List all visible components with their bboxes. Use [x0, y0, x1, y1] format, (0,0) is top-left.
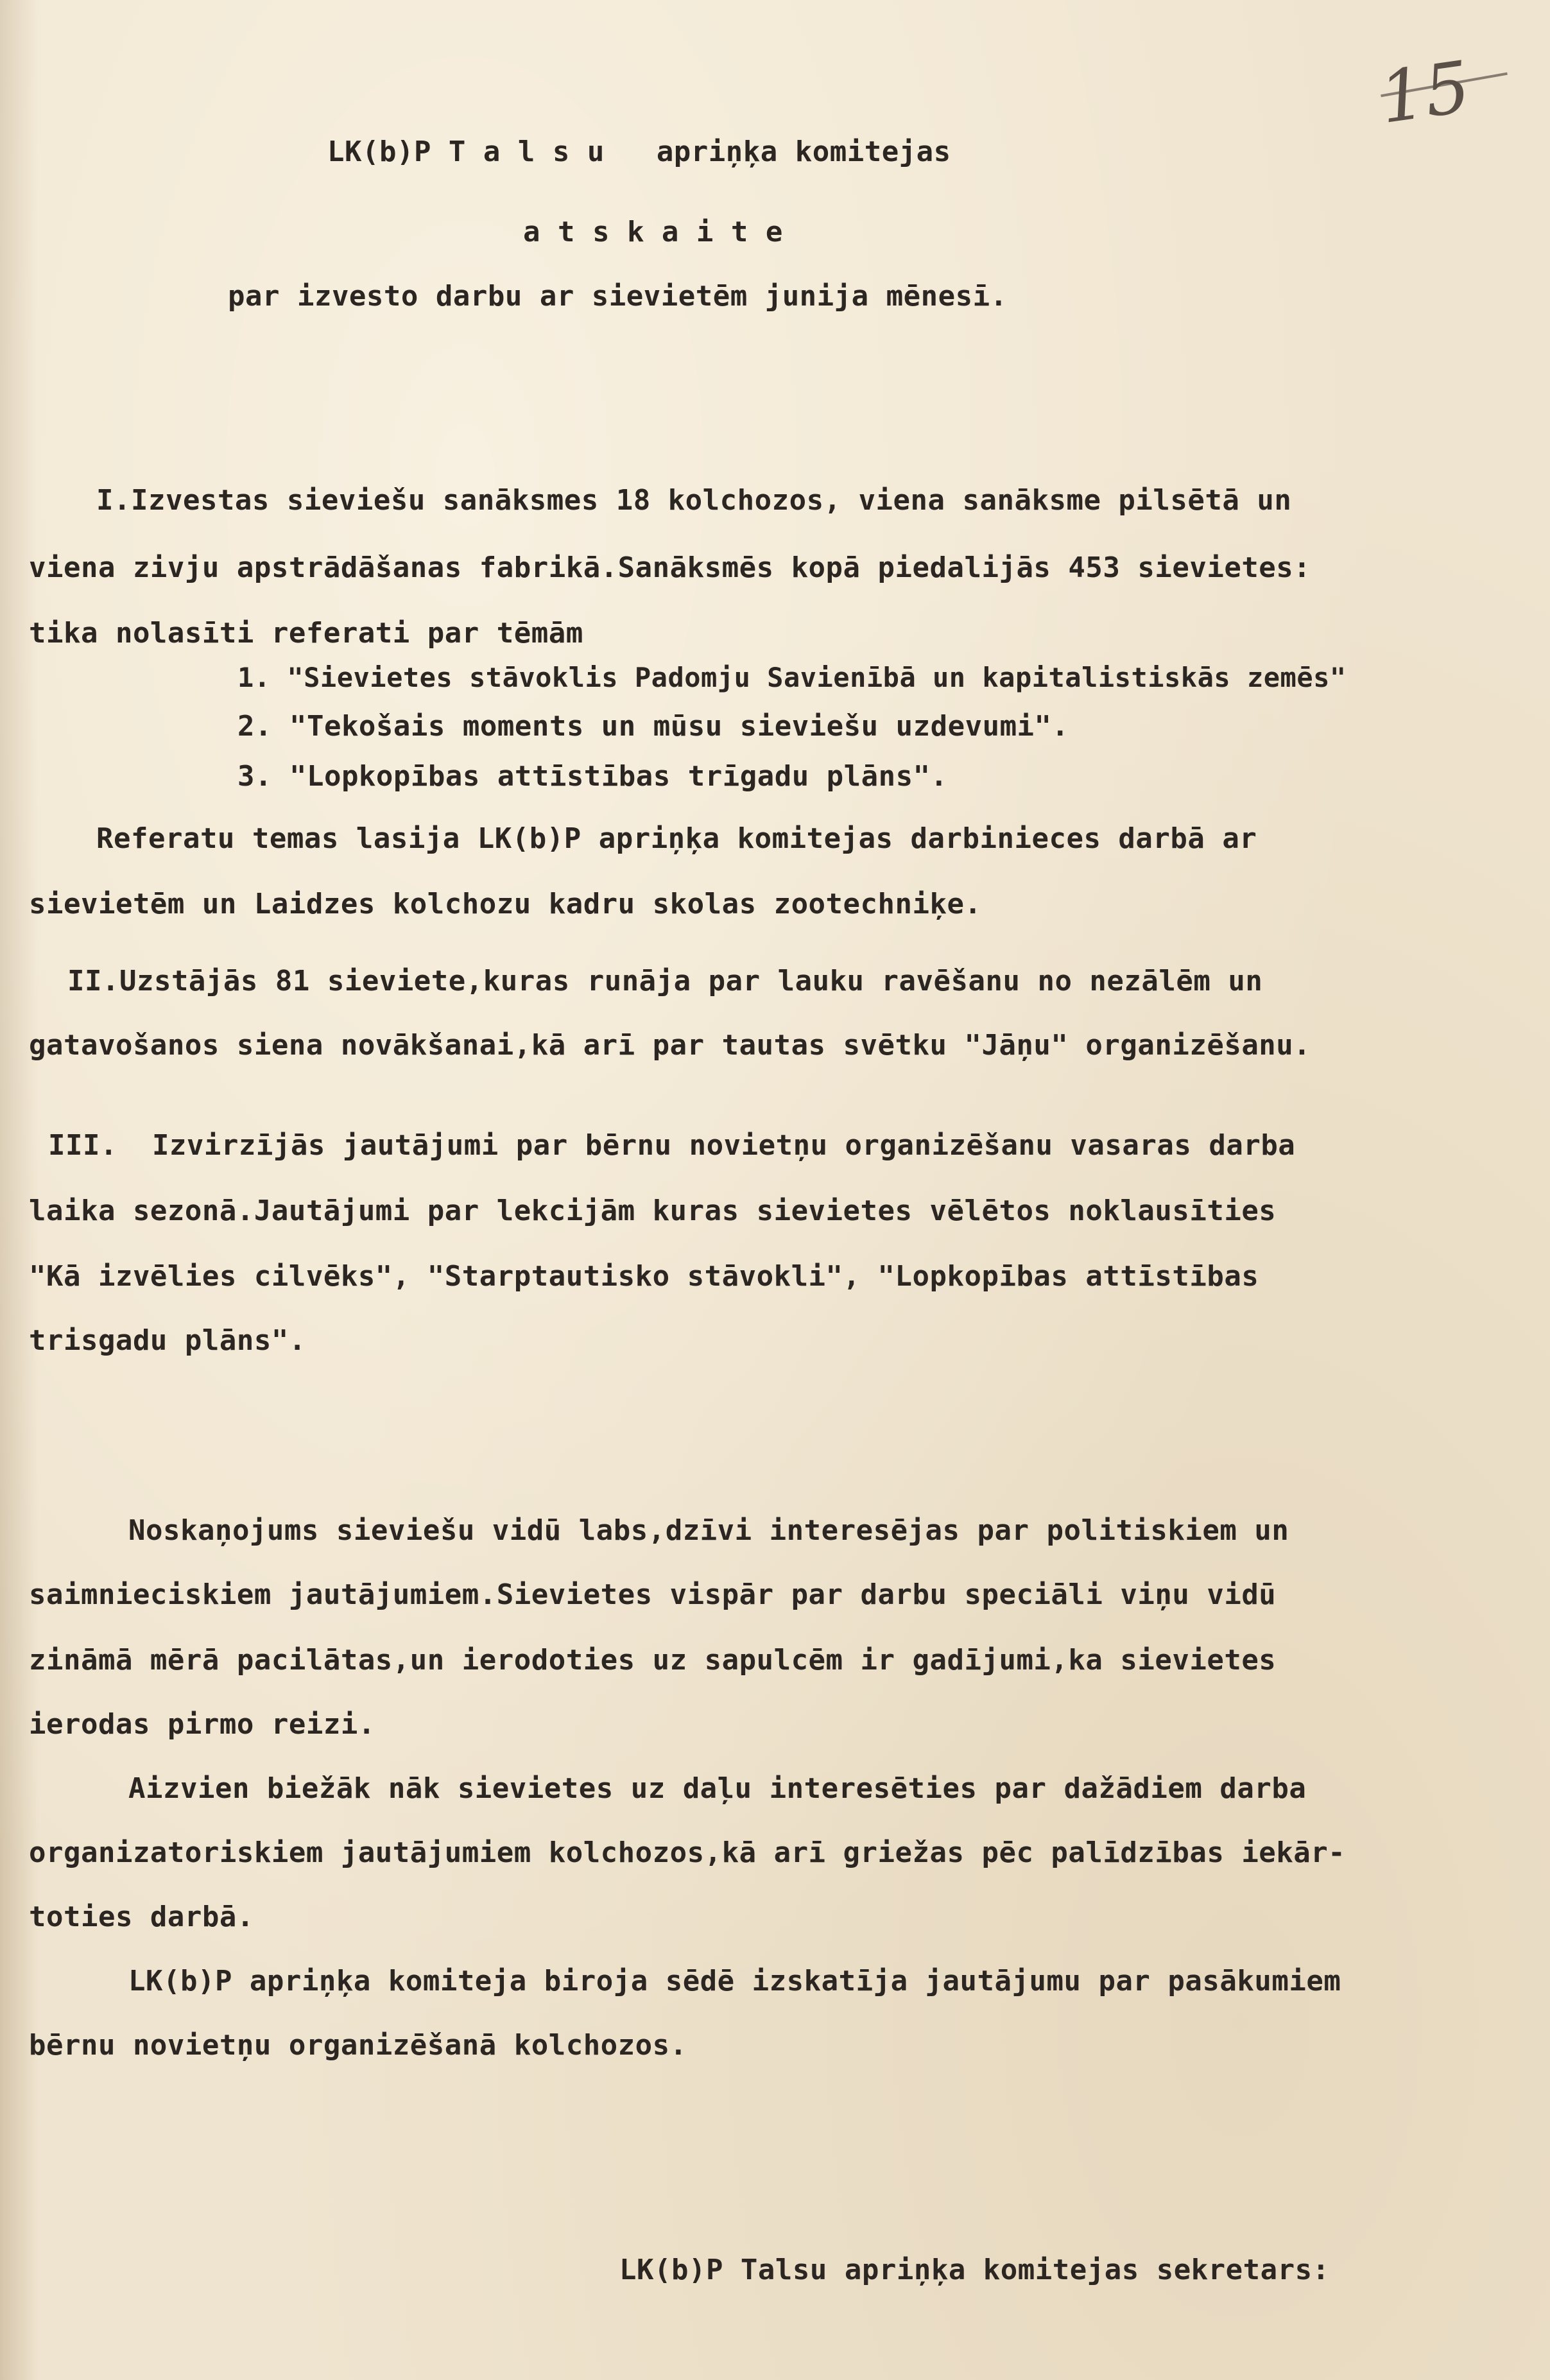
section-2-line-2: gatavošanos siena novākšanai,kā arī par tautas svētku "Jāņu" organizēšanu. [29, 1029, 1311, 1062]
signature-line: LK(b)P Talsu apriņķa komitejas sekretars: [619, 2254, 1330, 2286]
topic-3: 3. "Lopkopības attīstības trīgadu plāns". [237, 760, 948, 793]
topic-1: 1. "Sievietes stāvoklis Padomju Savienībā un kapitalistiskās zemēs" [237, 662, 1347, 693]
section-1-line-1: I.Izvestas sieviešu sanāksmes 18 kolchozos, viena sanāksme pilsētā un [96, 484, 1292, 517]
mood-p1-line-4: ierodas pirmo reizi. [29, 1708, 375, 1741]
mood-p1-line-1: Noskaņojums sieviešu vidū labs,dzīvi interesējas par politiskiem un [128, 1514, 1289, 1547]
mood-p3-line-1: LK(b)P apriņķa komiteja biroja sēdē izskatīja jautājumu par pasākumiem [128, 1965, 1341, 1997]
topic-2: 2. "Tekošais moments un mūsu sieviešu uzdevumi". [237, 710, 1069, 743]
mood-p1-line-3: zināmā mērā pacilātas,un ierodoties uz sapulcēm ir gadījumi,ka sievietes [29, 1644, 1277, 1677]
section-3-line-3: "Kā izvēlies cilvēks", "Starptautisko stāvokli", "Lopkopības attīstības [29, 1260, 1259, 1293]
section-3-line-4: trisgadu plāns". [29, 1324, 306, 1357]
folio-number: 15 [1374, 45, 1476, 140]
section-1-line-2: viena zivju apstrādāšanas fabrikā.Sanāksmēs kopā piedalijās 453 sievietes: [29, 551, 1311, 584]
header-line-1: LK(b)P T a l s u apriņķa komitejas [327, 135, 951, 168]
section-3-line-1: III. Izvirzījās jautājumi par bērnu novietņu organizēšanu vasaras darba [48, 1129, 1296, 1162]
section-1-line-3: tika nolasīti referati par tēmām [29, 617, 583, 650]
mood-p1-line-2: saimnieciskiem jautājumiem.Sievietes vispār par darbu speciāli viņu vidū [29, 1578, 1277, 1611]
mood-p2-line-3: toties darbā. [29, 1901, 254, 1933]
mood-p2-line-1: Aizvien biežāk nāk sievietes uz daļu interesēties par dažādiem darba [128, 1772, 1307, 1805]
header-title: a t s k a i t e [523, 216, 783, 248]
section-2-line-1: II.Uzstājās 81 sieviete,kuras runāja par lauku ravēšanu no nezālēm un [67, 965, 1263, 997]
section-1-after-1: Referatu temas lasija LK(b)P apriņķa komitejas darbinieces darbā ar [96, 822, 1257, 855]
mood-p2-line-2: organizatoriskiem jautājumiem kolchozos,kā arī griežas pēc palīdzības iekār- [29, 1836, 1346, 1869]
section-3-line-2: laika sezonā.Jautājumi par lekcijām kuras sievietes vēlētos noklausīties [29, 1194, 1277, 1227]
section-1-after-2: sievietēm un Laidzes kolchozu kadru skolas zootechniķe. [29, 888, 982, 920]
mood-p3-line-2: bērnu novietņu organizēšanā kolchozos. [29, 2029, 687, 2062]
header-subtitle: par izvesto darbu ar sievietēm junija mēnesī. [228, 280, 1008, 313]
